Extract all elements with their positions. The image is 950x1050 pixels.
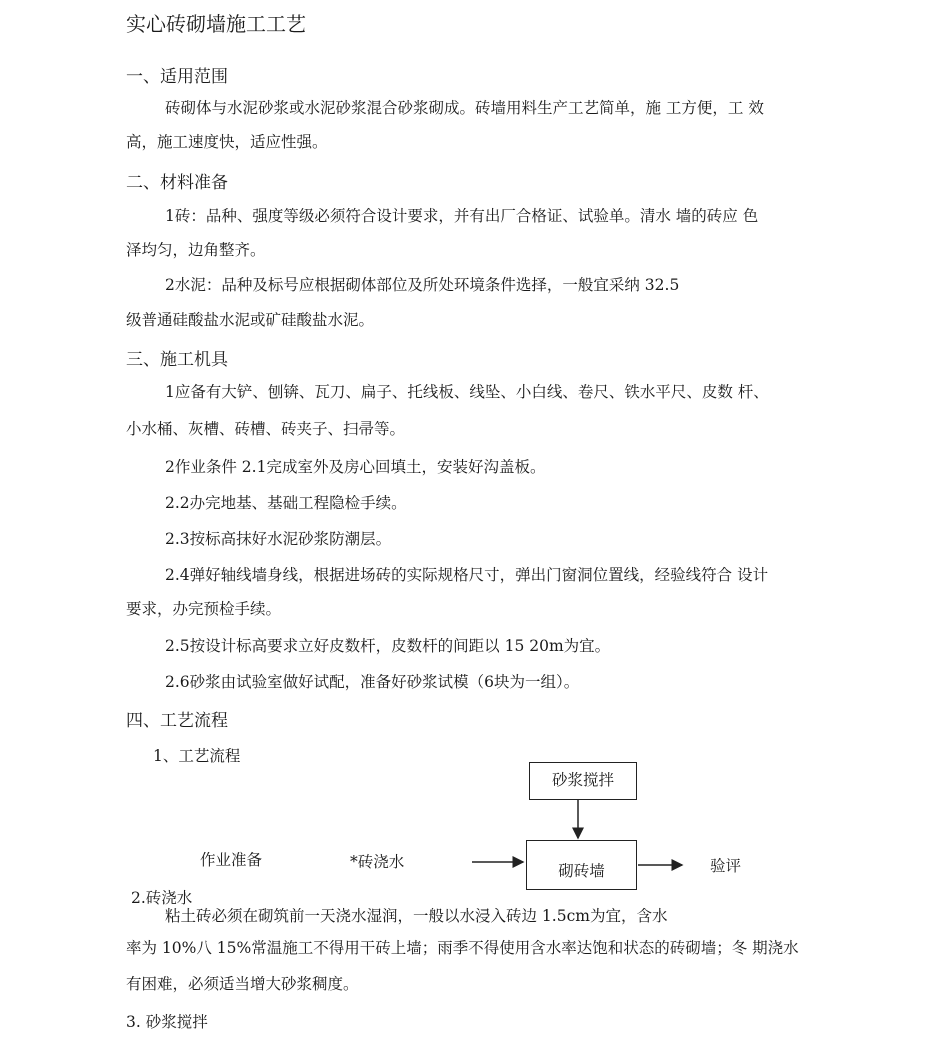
paragraph-line: 粘土砖必须在砌筑前一天浇水湿润，一般以水浸入砖边 1.5cm为宜，含水: [165, 907, 668, 925]
paragraph-line: 小水桶、灰槽、砖槽、砖夹子、扫帚等。: [126, 420, 406, 438]
subsection-heading: 1、工艺流程: [153, 747, 241, 765]
paragraph-line: 泽均匀，边角整齐。: [126, 241, 266, 259]
section-heading-scope: 一、适用范围: [126, 67, 228, 87]
flow-label-brick-watering: *砖浇水: [350, 853, 405, 871]
paragraph-line: 1应备有大铲、刨锛、瓦刀、扁子、托线板、线坠、小白线、卷尺、铁水平尺、皮数 杆、: [165, 383, 769, 401]
paragraph-line: 高，施工速度快，适应性强。: [126, 133, 328, 151]
paragraph-line: 2.5按设计标高要求立好皮数杆，皮数杆的间距以 15 20m为宜。: [165, 637, 611, 655]
paragraph-line: 2作业条件 2.1完成室外及房心回填土，安装好沟盖板。: [165, 458, 546, 476]
flow-label-evaluation: 验评: [710, 857, 742, 875]
paragraph-line: 要求，办完预检手续。: [126, 600, 282, 618]
paragraph-line: 级普通硅酸盐水泥或矿硅酸盐水泥。: [126, 311, 375, 329]
paragraph-line: 2.4弹好轴线墙身线，根据进场砖的实际规格尺寸，弹出门窗洞位置线，经验线符合 设计: [165, 566, 769, 584]
paragraph-line: 2.2办完地基、基础工程隐检手续。: [165, 494, 407, 512]
section-heading-materials: 二、材料准备: [126, 173, 228, 193]
paragraph-line: 砖砌体与水泥砂浆或水泥砂浆混合砂浆砌成。砖墙用料生产工艺简单，施 工方便，工 效: [165, 99, 764, 117]
section-heading-process: 四、工艺流程: [126, 711, 228, 731]
paragraph-line: 2水泥：品种及标号应根据砌体部位及所处环境条件选择，一般宜采纳 32.5: [165, 276, 680, 294]
subsection-heading: 2.砖浇水: [131, 889, 193, 907]
flow-label-prep: 作业准备: [200, 851, 263, 869]
paragraph-line: 2.6砂浆由试验室做好试配，准备好砂浆试模（6块为一组）。: [165, 673, 580, 691]
flow-box-mortar-mixing: 砂浆搅拌: [529, 762, 637, 800]
section-heading-tools: 三、施工机具: [126, 350, 228, 370]
subsection-heading: 3. 砂浆搅拌: [126, 1013, 208, 1031]
flow-box-brick-wall: 砌砖墙: [526, 840, 637, 890]
paragraph-line: 1砖：品种、强度等级必须符合设计要求，并有出厂合格证、试验单。清水 墙的砖应 色: [165, 207, 759, 225]
paragraph-line: 2.3按标高抹好水泥砂浆防潮层。: [165, 530, 392, 548]
paragraph-line: 有困难，必须适当增大砂浆稠度。: [126, 975, 359, 993]
paragraph-line: 率为 10%八 15%常温施工不得用干砖上墙；雨季不得使用含水率达饱和状态的砖砌墙；冬 期浇水: [126, 939, 799, 957]
document-title: 实心砖砌墙施工工艺: [126, 12, 306, 36]
